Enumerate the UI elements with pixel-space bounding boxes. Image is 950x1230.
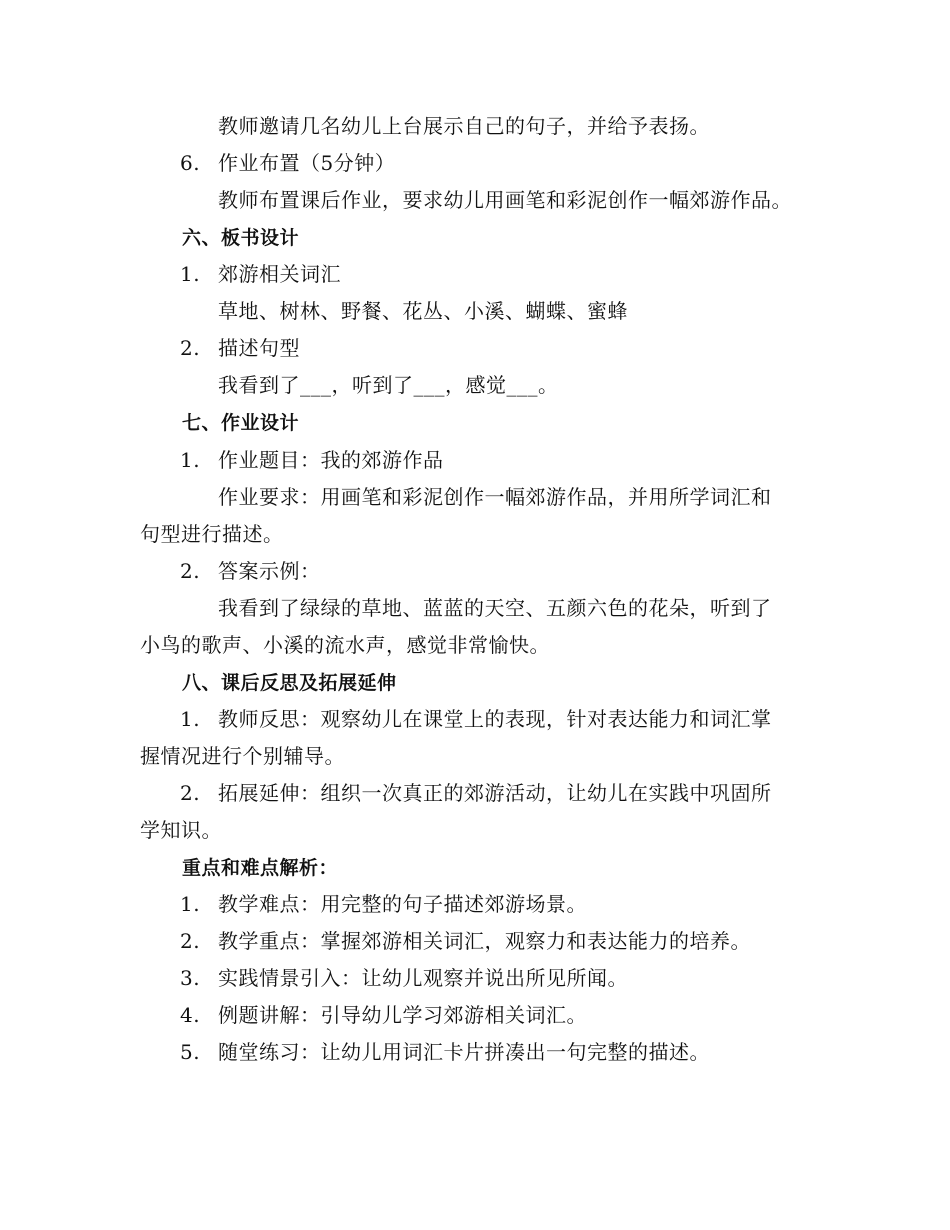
list-item-text: 作业布置（5分钟） — [218, 151, 396, 175]
list-item-teaching-difficulty — [180, 890, 587, 918]
section-heading-reflection: 八、课后反思及拓展延伸 — [182, 672, 397, 694]
list-item-text: 例题讲解：引导幼儿学习郊游相关词汇。 — [218, 1003, 587, 1027]
list-number: 3. — [180, 966, 201, 990]
paragraph-vocabulary-words: 草地、树林、野餐、花丛、小溪、蝴蝶、蜜蜂 — [218, 299, 628, 323]
list-number: 2. — [180, 781, 201, 805]
list-item-text: 郊游相关词汇 — [218, 262, 341, 286]
list-item-text: 答案示例： — [218, 559, 321, 583]
list-item-text: 教师反思：观察幼儿在课堂上的表现，针对表达能力和词汇掌 — [218, 707, 772, 731]
list-number: 6. — [180, 151, 201, 175]
list-item-vocabulary — [180, 260, 341, 288]
section-heading-key-points: 重点和难点解析： — [182, 857, 339, 879]
list-number: 1. — [180, 262, 201, 286]
list-item-scenario-intro — [180, 964, 628, 992]
list-item-text: 拓展延伸：组织一次真正的郊游活动，让幼儿在实践中巩固所 — [218, 781, 772, 805]
list-item-homework-topic — [180, 446, 444, 474]
list-item-teacher-reflection — [180, 705, 772, 733]
list-number: 4. — [180, 1003, 201, 1027]
list-item-text: 描述句型 — [218, 336, 300, 360]
list-number: 2. — [180, 929, 201, 953]
list-item-answer-example — [180, 557, 321, 585]
paragraph-extension-cont: 学知识。 — [140, 818, 222, 842]
section-heading-homework-design: 七、作业设计 — [182, 412, 300, 434]
section-heading-board-design: 六、板书设计 — [182, 227, 300, 249]
paragraph-homework-requirement-cont: 句型进行描述。 — [140, 522, 284, 546]
paragraph-homework-requirement: 作业要求：用画笔和彩泥创作一幅郊游作品，并用所学词汇和 — [218, 485, 772, 509]
paragraph-sentence-template: 我看到了___，听到了___，感觉___。 — [218, 373, 559, 397]
list-number: 5. — [180, 1040, 201, 1064]
list-item-example-explanation — [180, 1001, 587, 1029]
list-item-text: 实践情景引入：让幼儿观察并说出所见所闻。 — [218, 966, 628, 990]
list-item-homework-assignment — [180, 149, 395, 177]
list-item-text: 随堂练习：让幼儿用词汇卡片拼凑出一句完整的描述。 — [218, 1040, 710, 1064]
list-number: 1. — [180, 707, 201, 731]
list-item-text: 教学重点：掌握郊游相关词汇，观察力和表达能力的培养。 — [218, 929, 751, 953]
paragraph-teacher-invites: 教师邀请几名幼儿上台展示自己的句子，并给予表扬。 — [218, 114, 710, 138]
list-number: 1. — [180, 892, 201, 916]
list-item-teaching-focus — [180, 927, 751, 955]
list-number: 2. — [180, 336, 201, 360]
list-item-text: 作业题目：我的郊游作品 — [218, 448, 444, 472]
paragraph-answer-text: 我看到了绿绿的草地、蓝蓝的天空、五颜六色的花朵，听到了 — [218, 596, 772, 620]
list-number: 1. — [180, 448, 201, 472]
list-item-text: 教学难点：用完整的句子描述郊游场景。 — [218, 892, 587, 916]
list-item-extension — [180, 779, 772, 807]
paragraph-teacher-reflection-cont: 握情况进行个别辅导。 — [140, 744, 345, 768]
list-number: 2. — [180, 559, 201, 583]
paragraph-answer-text-cont: 小鸟的歌声、小溪的流水声，感觉非常愉快。 — [140, 633, 550, 657]
list-item-class-practice — [180, 1038, 710, 1066]
list-item-sentence-pattern — [180, 334, 300, 362]
paragraph-homework-description: 教师布置课后作业，要求幼儿用画笔和彩泥创作一幅郊游作品。 — [218, 188, 792, 212]
